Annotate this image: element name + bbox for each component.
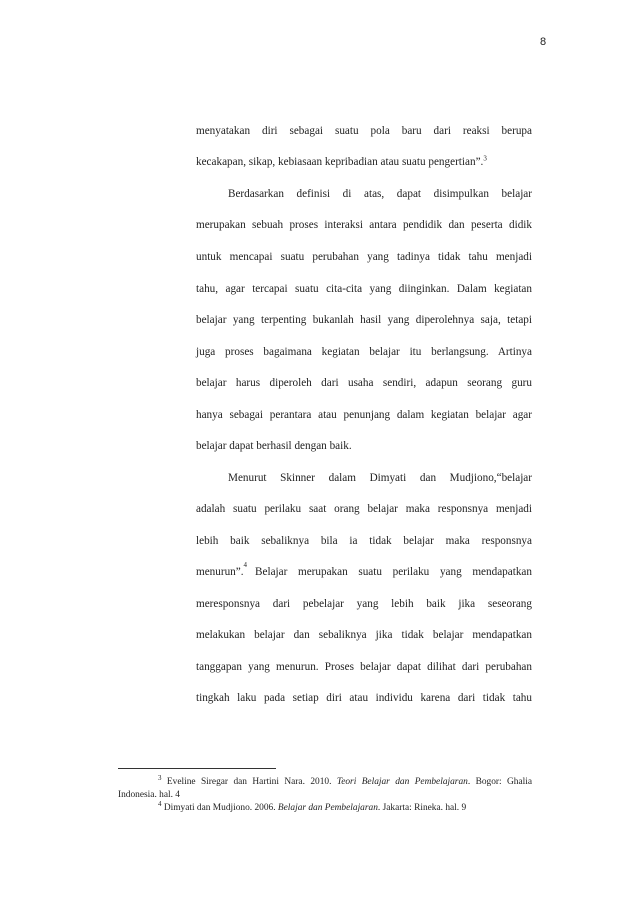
body-line: melakukan belajar dan sebaliknya jika tidak belajar mendapatkan xyxy=(196,629,532,641)
body-line: lebih baik sebaliknya bila ia tidak belajar maka responsnya xyxy=(196,535,532,547)
body-line: belajar yang terpenting bukanlah hasil yang diperolehnya saja, tetapi xyxy=(196,314,532,326)
body-line: belajar dapat berhasil dengan baik. xyxy=(196,440,352,452)
body-line: tingkah laku pada setiap diri atau individu karena dari tidak tahu xyxy=(196,692,532,704)
body-line: meresponsnya dari pebelajar yang lebih baik jika seseorang xyxy=(196,598,532,610)
body-line: untuk mencapai suatu perubahan yang tadinya tidak tahu menjadi xyxy=(196,251,532,263)
body-line: Menurut Skinner dalam Dimyati dan Mudjiono,“belajar xyxy=(228,472,532,484)
body-line: Berdasarkan definisi di atas, dapat disimpulkan belajar xyxy=(228,188,532,200)
page-number: 8 xyxy=(540,36,547,48)
footnote-4: $^4$ Dimyati dan Mudjiono. 2006. Belajar dan Pembelajaran. Jakarta: Rineka. hal. 9 xyxy=(158,799,467,813)
body-line: adalah suatu perilaku saat orang belajar maka responsnya menjadi xyxy=(196,503,532,515)
body-line: hanya sebagai perantara atau penunjang dalam kegiatan belajar agar xyxy=(196,409,532,421)
body-line: menurun”. 4 Belajar merupakan suatu perilaku yang mendapatkan xyxy=(196,561,532,578)
body-line: kecakapan, sikap, kebiasaan kepribadian atau suatu pengertian”.$^3$ xyxy=(196,154,487,168)
footnote-3: $^3$ Eveline Siregar dan Hartini Nara. 2010. Teori Belajar dan Pembelajaran. Bogor: Ghalia xyxy=(158,773,533,787)
body-line: merupakan sebuah proses interaksi antara pendidik dan peserta didik xyxy=(196,219,532,231)
footnote-separator xyxy=(118,768,276,769)
footnote-ref: 3 xyxy=(483,154,487,163)
body-line: belajar harus diperoleh dari usaha sendiri, adapun seorang guru xyxy=(196,377,532,389)
body-line: tahu, agar tercapai suatu cita-cita yang diinginkan. Dalam kegiatan xyxy=(196,283,532,295)
footnote-ref: 4 xyxy=(243,561,248,569)
body-line: menyatakan diri sebagai suatu pola baru dari reaksi berupa xyxy=(196,125,532,137)
body-line: tanggapan yang menurun. Proses belajar dapat dilihat dari perubahan xyxy=(196,661,532,673)
body-line: juga proses bagaimana kegiatan belajar itu berlangsung. Artinya xyxy=(196,346,532,358)
footnote-3-continued: Indonesia. hal. 4 xyxy=(118,790,180,800)
